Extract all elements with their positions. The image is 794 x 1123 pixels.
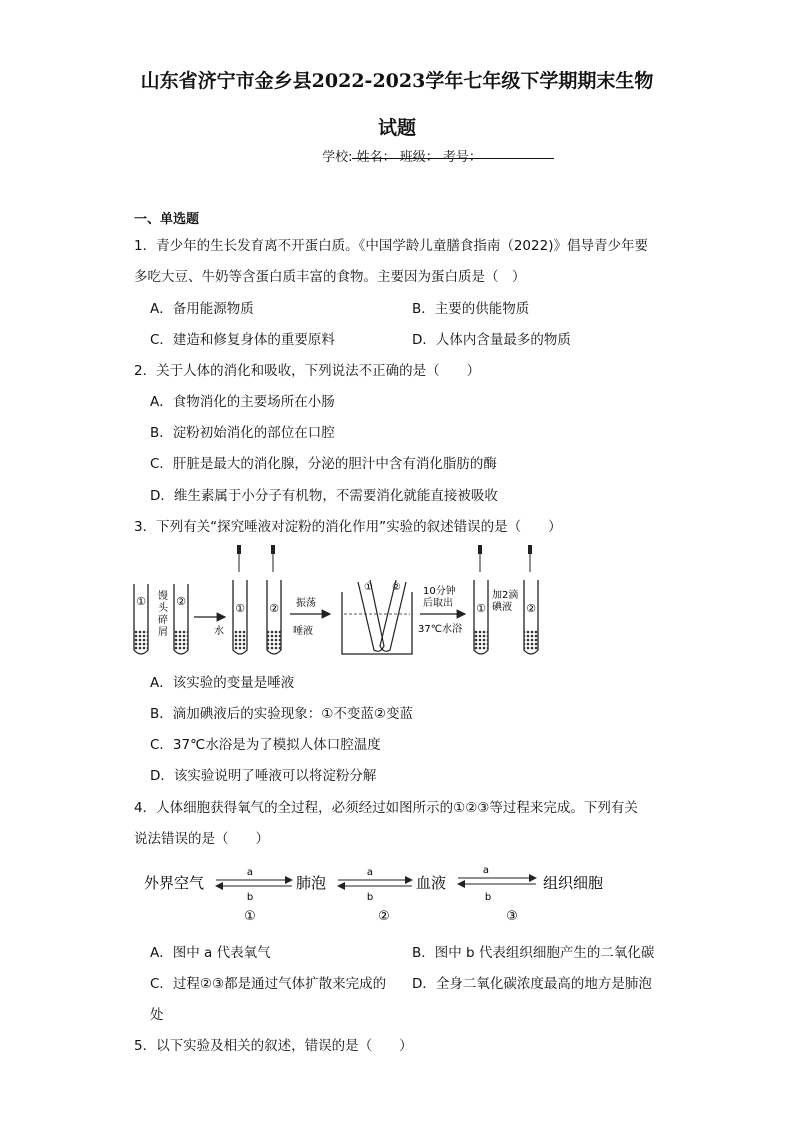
q2-stem: 2．关于人体的消化和吸收，下列说法不正确的是（ ） [134, 363, 481, 379]
q4-option-d-continued: 处 [150, 1007, 164, 1023]
test-tube-1-water [233, 545, 247, 654]
q1-option-a: A．备用能源物质 [150, 301, 254, 317]
q3-option-d: D．该实验说明了唾液可以将淀粉分解 [150, 768, 377, 784]
svg-text:b: b [484, 892, 492, 903]
tube-2-number: ② [176, 595, 186, 608]
q4-option-d: D．全身二氧化碳浓度最高的地方是肺泡 [412, 976, 652, 992]
exam-number-label: 考号： [442, 150, 482, 165]
process-2-label: ② [378, 909, 390, 924]
svg-text:a: a [482, 865, 490, 876]
shake-label: 振荡 [296, 598, 316, 609]
svg-text:②: ② [526, 602, 536, 615]
q2-option-c: C．肝脏是最大的消化腺，分泌的胆汁中含有消化脂肪的酶 [150, 456, 497, 472]
exam-number-blank [482, 146, 554, 159]
time-label-1: 10分钟 [423, 586, 456, 597]
svg-text:b: b [366, 892, 374, 903]
q2-option-a: A．食物消化的主要场所在小肠 [150, 394, 335, 410]
q4-option-a: A．图中 a 代表氧气 [150, 945, 271, 961]
q3-experiment-figure [130, 542, 550, 662]
name-label: 姓名： [356, 150, 396, 165]
svg-text:a: a [366, 867, 374, 878]
svg-text:①: ① [476, 602, 486, 615]
q4-stem-line1: 4．人体细胞获得氧气的全过程，必须经过如图所示的①②③等过程来完成。下列有关 [134, 800, 638, 816]
q4-option-c: C．过程②③都是通过气体扩散来完成的 [150, 976, 387, 992]
svg-text:①: ① [364, 582, 373, 593]
q1-option-d: D．人体内含量最多的物质 [412, 332, 571, 348]
mantou-label-1: 馒 [158, 591, 168, 602]
test-tube-1-final [474, 545, 488, 654]
paper-title-line1: 山东省济宁市金乡县2022-2023学年七年级下学期期末生物 [140, 70, 654, 92]
test-tube-2-saliva [267, 545, 281, 654]
water-label: 水 [214, 626, 224, 637]
node-tissue-cells: 组织细胞 [543, 874, 604, 892]
mantou-label-2: 头 [158, 603, 168, 614]
student-info-fields [0, 146, 794, 165]
svg-text:②: ② [269, 602, 279, 615]
q1-option-c: C．建造和修复身体的重要原料 [150, 332, 335, 348]
section-heading: 一、单选题 [134, 212, 200, 227]
q2-option-b: B．淀粉初始消化的部位在口腔 [150, 425, 335, 441]
process-3-label: ③ [506, 909, 518, 924]
test-tube-2-initial [174, 584, 188, 654]
q4-stem-line2: 说法错误的是（ ） [134, 831, 269, 847]
iodine-label-2: 碘液 [492, 602, 512, 613]
svg-text:b: b [246, 892, 254, 903]
saliva-label: 唾液 [293, 626, 313, 637]
school-label: 学校: [322, 150, 353, 165]
test-tube-1-initial [134, 584, 148, 654]
class-label: 班级： [399, 150, 439, 165]
mantou-label-3: 碎 [158, 615, 168, 626]
q1-stem-line1: 1．青少年的生长发育离不开蛋白质。《中国学龄儿童膳食指南（2022)》倡导青少年要 [134, 238, 648, 254]
node-blood: 血液 [416, 874, 447, 892]
iodine-label-1: 加2滴 [492, 590, 519, 601]
q2-option-d: D．维生素属于小分子有机物，不需要消化就能直接被吸收 [150, 488, 498, 504]
svg-text:②: ② [392, 582, 401, 593]
q3-option-c: C．37℃水浴是为了模拟人体口腔温度 [150, 737, 381, 753]
q3-option-b: B．滴加碘液后的实验现象：①不变蓝②变蓝 [150, 706, 413, 722]
svg-text:①: ① [235, 602, 245, 615]
q3-option-a: A．该实验的变量是唾液 [150, 675, 295, 691]
paper-title-line2: 试题 [377, 117, 416, 139]
q1-stem-line2: 多吃大豆、牛奶等含蛋白质丰富的食物。主要因为蛋白质是（ ） [134, 269, 526, 285]
mantou-label-4: 屑 [158, 627, 168, 638]
water-bath-beaker [342, 580, 412, 654]
node-alveoli: 肺泡 [296, 874, 327, 892]
q1-option-b: B．主要的供能物质 [412, 301, 530, 317]
node-outside-air: 外界空气 [144, 874, 205, 892]
q4-gas-exchange-diagram [140, 858, 640, 926]
tube-1-number: ① [136, 595, 146, 608]
water-bath-label: 37℃水浴 [418, 624, 462, 635]
q4-option-b: B．图中 b 代表组织细胞产生的二氧化碳 [412, 945, 655, 961]
q5-stem: 5．以下实验及相关的叙述，错误的是（ ） [134, 1038, 413, 1054]
time-label-2: 后取出 [423, 598, 453, 609]
svg-text:a: a [246, 867, 254, 878]
test-tube-2-final [524, 545, 538, 654]
process-1-label: ① [244, 909, 256, 924]
q3-stem: 3．下列有关“探究唾液对淀粉的消化作用”实验的叙述错误的是（ ） [134, 519, 562, 535]
